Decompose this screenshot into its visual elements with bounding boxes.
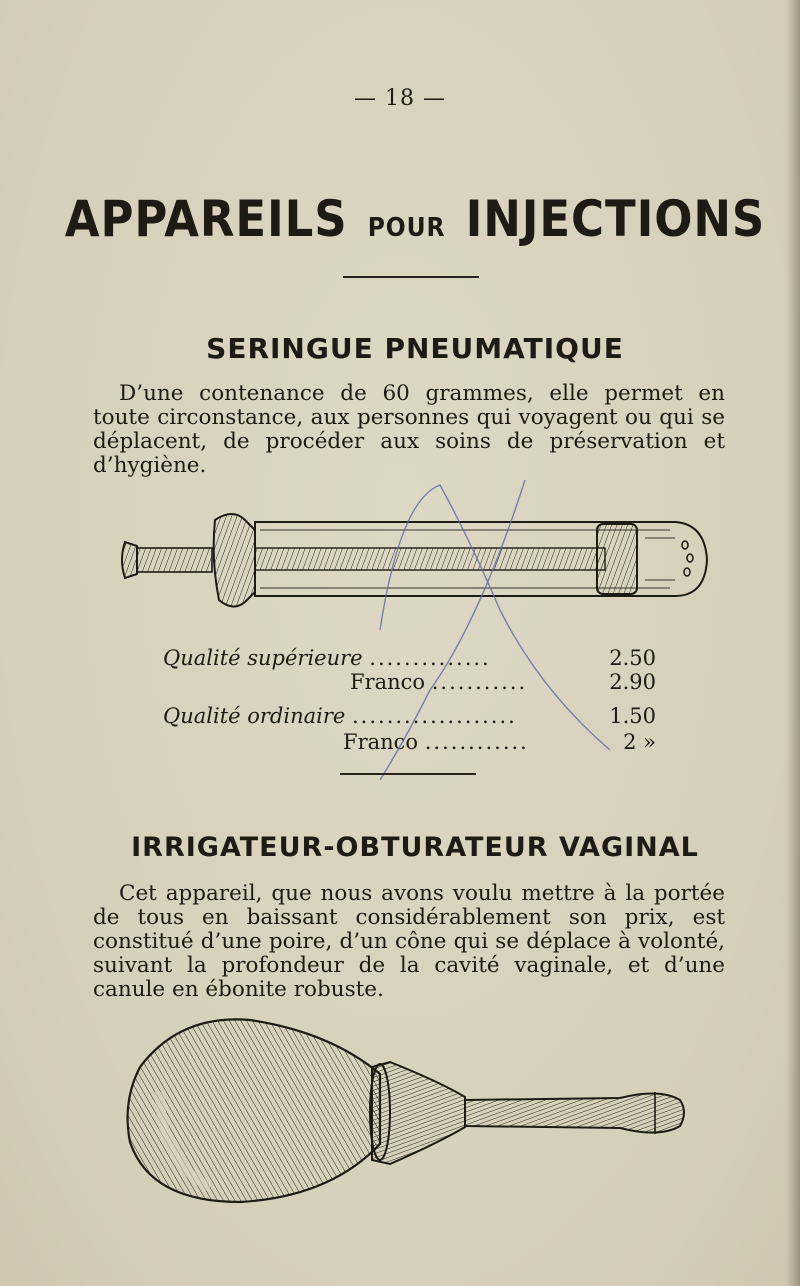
- page-number: — 18 —: [354, 86, 446, 111]
- price-label: Qualité supérieure: [163, 646, 363, 670]
- syringe-description: D’une contenance de 60 grammes, elle permet en toute circonstance, aux personnes qui voyagent ou qui se déplacent, de procéder aux soins de préservation et d’hygiène.: [93, 381, 725, 478]
- price-value: 2.90: [609, 670, 656, 694]
- title-divider: [343, 276, 479, 278]
- leader-dots: ...................: [352, 704, 517, 728]
- leader-dots: ..............: [369, 646, 491, 670]
- title-connector: POUR: [367, 213, 446, 243]
- irrigator-description: Cet appareil, que nous avons voulu mettre à la portée de tous en baissant considérablement son prix, est constitué d’une poire, d’un cône qui se déplace à volonté, suivant la profondeur de la cavité vaginale, et d’une canule en ébonite robuste.: [93, 881, 725, 1002]
- leader-dots: ...........: [431, 670, 528, 694]
- section-heading-syringe: SERINGUE PNEUMATIQUE: [206, 332, 624, 365]
- irrigator-illustration: [120, 1012, 695, 1212]
- price-label: Franco: [343, 730, 419, 754]
- page-title: [42, 190, 789, 248]
- section-divider: [340, 773, 476, 775]
- title-part1: APPAREILS: [64, 190, 348, 248]
- title-part2: INJECTIONS: [465, 190, 766, 248]
- price-label: Franco: [350, 670, 426, 694]
- price-value: 2 »: [623, 730, 656, 754]
- price-value: 2.50: [609, 646, 656, 670]
- section-heading-irrigator: IRRIGATEUR-OBTURATEUR VAGINAL: [131, 832, 699, 863]
- price-label: Qualité ordinaire: [163, 704, 346, 728]
- leader-dots: ............: [424, 730, 529, 754]
- price-value: 1.50: [609, 704, 656, 728]
- pencil-mark-annotation: [360, 460, 620, 790]
